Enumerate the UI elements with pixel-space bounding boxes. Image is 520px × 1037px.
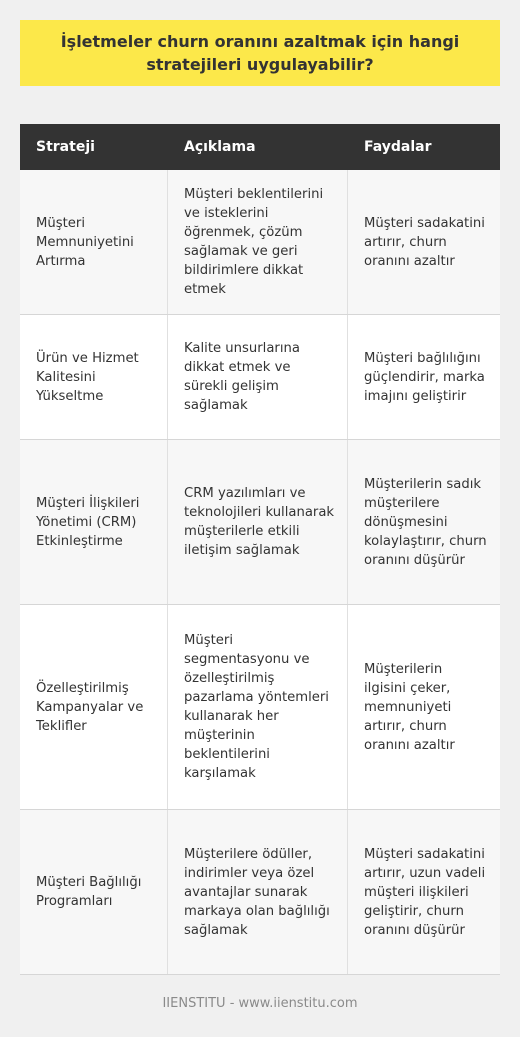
table-header xyxy=(20,124,500,170)
footer-credit: IIENSTITU - www.iienstitu.com xyxy=(162,996,358,1011)
description-cell: Müşteri segmentasyonu ve özelleştirilmiş pazarlama yöntemleri kullanarak her müşterinin beklentilerini karşılamak xyxy=(168,605,348,809)
strategy-cell: Müşteri Bağlılığı Programları xyxy=(20,810,168,974)
description-cell: Müşterilere ödüller, indirimler veya özel avantajlar sunarak markaya olan bağlılığı sağlamak xyxy=(168,810,348,974)
header-strategy: Strateji xyxy=(36,139,95,155)
question-banner xyxy=(20,20,500,86)
table-row xyxy=(20,440,500,605)
description-cell: Kalite unsurlarına dikkat etmek ve sürekli gelişim sağlamak xyxy=(168,315,348,439)
header-benefits: Faydalar xyxy=(364,139,432,155)
description-cell: Müşteri beklentilerini ve isteklerini öğrenmek, çözüm sağlamak ve geri bildirimlere dikkat etmek xyxy=(168,170,348,314)
strategy-cell: Ürün ve Hizmet Kalitesini Yükseltme xyxy=(20,315,168,439)
strategy-cell: Özelleştirilmiş Kampanyalar ve Teklifler xyxy=(20,605,168,809)
benefits-cell: Müşteri sadakatini artırır, uzun vadeli müşteri ilişkileri geliştirir, churn oranını düşürür xyxy=(364,846,486,938)
benefits-cell: Müşterilerin ilgisini çeker, memnuniyeti artırır, churn oranını azaltır xyxy=(364,661,455,753)
table-row xyxy=(20,605,500,810)
benefits-cell: Müşterilerin sadık müşterilere dönüşmesini kolaylaştırır, churn oranını düşürür xyxy=(364,476,487,568)
strategy-cell: Müşteri Memnuniyetini Artırma xyxy=(20,170,168,314)
table-row xyxy=(20,170,500,315)
table-row xyxy=(20,810,500,975)
header-description: Açıklama xyxy=(184,139,256,155)
table-row xyxy=(20,315,500,440)
strategy-table xyxy=(20,124,500,975)
description-cell: CRM yazılımları ve teknolojileri kullanarak müşterilerle etkili iletişim sağlamak xyxy=(168,440,348,604)
table-body xyxy=(20,170,500,975)
benefits-cell: Müşteri sadakatini artırır, churn oranını azaltır xyxy=(364,215,485,269)
question-text: İşletmeler churn oranını azaltmak için hangi stratejileri uygulayabilir? xyxy=(60,32,460,74)
strategy-cell: Müşteri İlişkileri Yönetimi (CRM) Etkinleştirme xyxy=(20,440,168,604)
benefits-cell: Müşteri bağlılığını güçlendirir, marka imajını geliştirir xyxy=(364,350,485,404)
